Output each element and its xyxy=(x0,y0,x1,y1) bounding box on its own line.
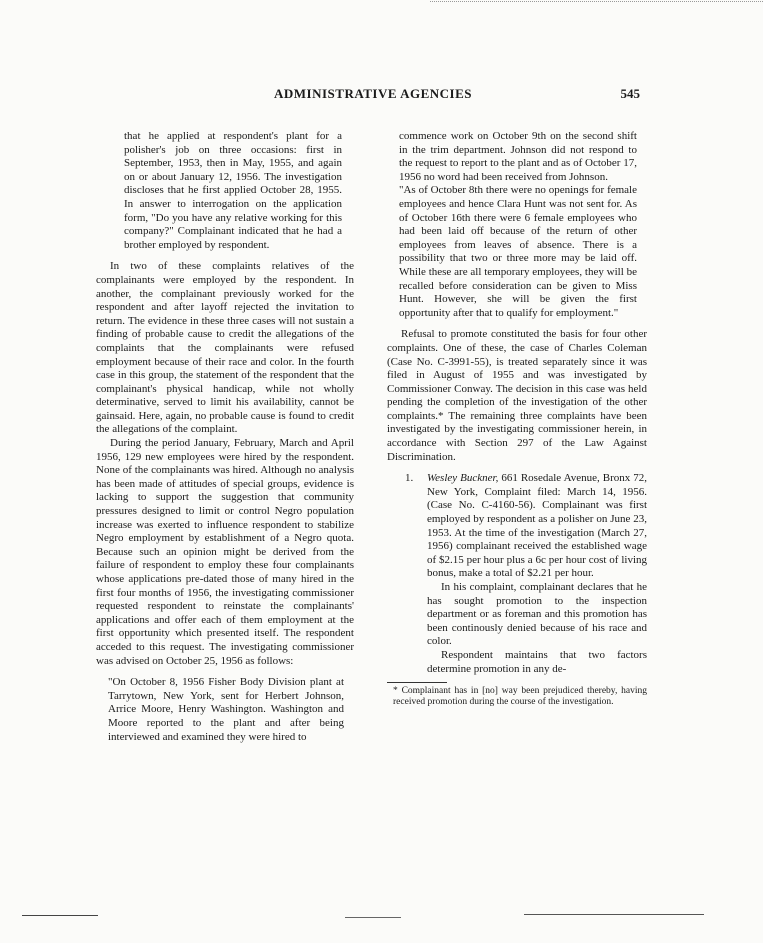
running-head-title: ADMINISTRATIVE AGENCIES xyxy=(274,86,472,101)
continued-quoted-block: that he applied at respondent's plant for a polisher's job on three occasions: first in September, 1953, then in May, 1955, and again on or about January 12, 1956. The investigation discloses that he first applied October 28, 1955. In answer to interrogation on the application form, "Do you have any relative working for this company?" Complainant indicated that he had a brother employed by respondent. xyxy=(124,130,342,251)
page-header xyxy=(96,86,646,106)
quote-fisher-body: "On October 8, 1956 Fisher Body Division plant at Tarrytown, New York, sent for Herbert Johnson, Arrice Moore, Henry Washington. Washington and Moore reported to the plant and after being interviewed and examined they were hired to xyxy=(108,676,344,743)
list-item-main-text xyxy=(427,472,647,581)
complainant-name: Wesley Buckner, xyxy=(427,472,499,485)
bottom-rule-left xyxy=(22,915,98,916)
list-item-complaint-text: In his complaint, complainant declares that he has sought promotion to the inspection department or as foreman and this promotion has been continously denied because of his race and color. xyxy=(427,581,647,648)
list-item-number: 1. xyxy=(405,472,414,485)
bottom-rule-right xyxy=(524,914,704,915)
right-column xyxy=(387,130,647,708)
paragraph-new-employees: During the period January, February, March and April 1956, 129 new employees were hired by the respondent. None of the complainants was hired. Although no analysis has been made of attitudes of special groups, evidence is lacking to support the suggestion that community pressures designed to limit or control Negro population increase was exerted to influence respondent to stabilize Negro employment by establishment of a Negro quota. Because such an opinion might be derived from the failure of respondent to employ these four complainants whose applications pre-dated those of many hired in the first four months of 1956, the investigating commissioner requested respondent to reinstate the complainants' applications and offer each of them employment at the first opportunity which presented itself. The respondent acceded to this request. The investigating commissioner was advised on October 25, 1956 as follows: xyxy=(96,437,354,667)
complainant-details: 661 Rosedale Avenue, Bronx 72, New York, Complaint filed: March 14, 1956. (Case No. C-4160-56). Complainant was first employed by respondent as a polisher on June 23, 1953. At the time of the investigation (March 27, 1956) complainant received the established wage of $2.15 per hour plus a 6c per hour cost of living bonus, make a total of $2.21 per hour. xyxy=(427,472,647,580)
footnote: * Complainant has in [no] way been prejudiced thereby, having received promotion during the course of the investigation. xyxy=(393,686,647,708)
page-number: 545 xyxy=(620,86,640,101)
quote-continued: commence work on October 9th on the second shift in the trim department. Johnson did not respond to the request to report to the plant and as of October 17, 1956 no word had been received from Johnson. xyxy=(399,130,637,183)
paragraph-refusal-to-promote: Refusal to promote constituted the basis for four other complaints. One of these, the case of Charles Coleman (Case No. C-3991-55), is treated separately since it was filed in August of 1955 and was investigated by Commissioner Conway. The decision in this case was held pending the completion of the investigation of the other complaints.* The remaining three complaints have been investigated by the investigating commissioner herein, in accordance with Section 297 of the Law Against Discrimination. xyxy=(387,328,647,463)
list-item-wesley-buckner xyxy=(405,472,647,676)
footnote-divider xyxy=(387,682,447,683)
top-edge-dotted-line xyxy=(430,1,763,2)
list-item-respondent-text: Respondent maintains that two factors determine promotion in any de- xyxy=(427,648,647,675)
paragraph-relatives-employed: In two of these complaints relatives of the complainants were employed by the respondent. In another, the complainant previously worked for the respondent and after layoff rejected the invitation to return. The evidence in these three cases will not sustain a finding of probable cause to credit the allegations of the complaints that the complainants were refused employment because of their race and color. In the fourth case in this group, the statement of the respondent that the complainant's physical handicap, while not wholly determinative, served to limit his availability, cannot be gainsaid. Here, again, no probable cause is found to credit the allegations of the complaint. xyxy=(96,260,354,436)
left-column xyxy=(96,130,354,744)
bottom-rule-center xyxy=(345,917,401,918)
quote-female-employees: "As of October 8th there were no openings for female employees and hence Clara Hunt was not sent for. As of October 16th there were 6 female employees who had been laid off because of the return of other employees from leaves of absence. There is a possibility that two or three more may be laid off. While these are all temporary employees, they will be recalled before consideration can be given to Miss Hunt. However, she will be given the first opportunity after that to qualify for employment." xyxy=(399,184,637,319)
